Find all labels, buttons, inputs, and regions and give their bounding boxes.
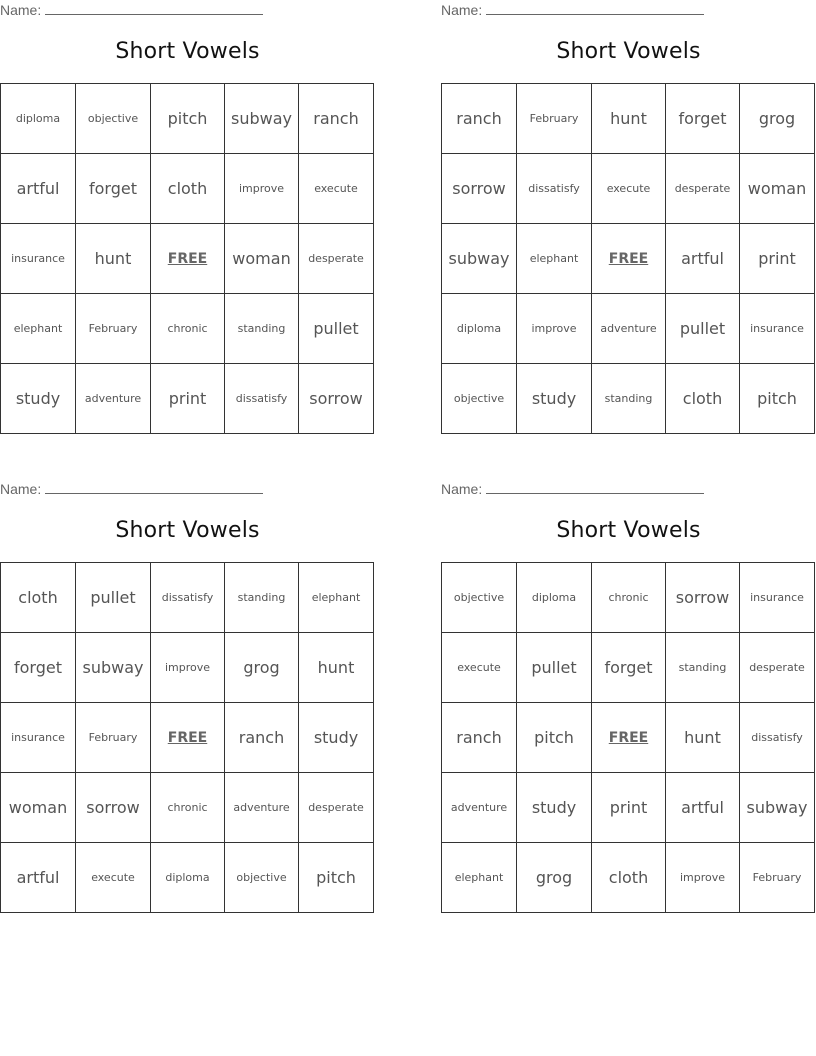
bingo-cell: study [299,703,374,773]
bingo-card-3 [0,479,375,914]
bingo-cell: objective [442,563,517,633]
bingo-cell: pitch [740,364,815,434]
bingo-cell: standing [225,563,299,633]
bingo-cell: dissatisfy [517,154,592,224]
bingo-cell: artful [1,843,76,913]
bingo-cell: execute [592,154,666,224]
bingo-cell: insurance [740,294,815,364]
card-title: Short Vowels [115,518,260,543]
bingo-cell: pullet [517,633,592,703]
bingo-cell: standing [592,364,666,434]
bingo-cell: study [517,364,592,434]
bingo-cell: study [517,773,592,843]
bingo-cell: cloth [1,563,76,633]
name-label: Name: [441,481,483,497]
name-field [0,481,263,497]
free-space-cell: FREE [592,703,666,773]
name-blank-line [486,2,704,15]
bingo-cell: execute [442,633,517,703]
bingo-cell: cloth [592,843,666,913]
bingo-cell: February [76,294,151,364]
bingo-cell: adventure [76,364,151,434]
card-title: Short Vowels [115,39,260,64]
bingo-cell: elephant [1,294,76,364]
bingo-card-2 [441,0,816,435]
name-label: Name: [0,2,42,18]
bingo-cell: forget [1,633,76,703]
bingo-cell: insurance [1,224,76,294]
bingo-cell: diploma [517,563,592,633]
bingo-cell: pitch [151,84,225,154]
bingo-cell: woman [225,224,299,294]
bingo-cell: objective [76,84,151,154]
bingo-cell: improve [517,294,592,364]
bingo-cell: diploma [151,843,225,913]
bingo-cell: ranch [442,703,517,773]
bingo-cell: pullet [666,294,740,364]
bingo-grid [0,83,374,434]
bingo-cell: pitch [517,703,592,773]
bingo-cell: subway [442,224,517,294]
name-field [441,2,704,18]
bingo-cell: improve [225,154,299,224]
bingo-cell: adventure [592,294,666,364]
bingo-cell: sorrow [442,154,517,224]
name-blank-line [486,481,704,494]
bingo-cell: chronic [151,294,225,364]
bingo-cell: grog [225,633,299,703]
bingo-cell: pullet [299,294,374,364]
bingo-cell: hunt [592,84,666,154]
bingo-cell: ranch [225,703,299,773]
bingo-cell: forget [666,84,740,154]
free-space-cell: FREE [592,224,666,294]
card-title: Short Vowels [556,39,701,64]
bingo-cell: adventure [225,773,299,843]
bingo-cell: dissatisfy [740,703,815,773]
bingo-cell: forget [592,633,666,703]
bingo-grid [441,562,815,913]
bingo-cell: cloth [666,364,740,434]
bingo-cell: subway [76,633,151,703]
bingo-cell: improve [666,843,740,913]
bingo-cell: adventure [442,773,517,843]
bingo-cell: diploma [1,84,76,154]
free-space-cell: FREE [151,224,225,294]
bingo-cell: elephant [442,843,517,913]
name-field [0,2,263,18]
bingo-cell: grog [517,843,592,913]
bingo-cell: print [151,364,225,434]
name-blank-line [45,2,263,15]
bingo-cell: hunt [76,224,151,294]
bingo-cell: insurance [740,563,815,633]
bingo-cell: standing [666,633,740,703]
name-field [441,481,704,497]
name-blank-line [45,481,263,494]
bingo-cell: hunt [666,703,740,773]
bingo-cell: February [76,703,151,773]
bingo-cell: diploma [442,294,517,364]
bingo-cell: artful [1,154,76,224]
bingo-cell: objective [442,364,517,434]
bingo-cell: objective [225,843,299,913]
bingo-cell: elephant [517,224,592,294]
free-space-cell: FREE [151,703,225,773]
bingo-cell: grog [740,84,815,154]
bingo-cell: pitch [299,843,374,913]
bingo-cell: sorrow [76,773,151,843]
bingo-cell: dissatisfy [151,563,225,633]
card-title: Short Vowels [556,518,701,543]
bingo-card-1 [0,0,375,435]
bingo-cell: hunt [299,633,374,703]
bingo-cell: execute [299,154,374,224]
name-label: Name: [0,481,42,497]
bingo-cell: ranch [299,84,374,154]
bingo-cell: ranch [442,84,517,154]
bingo-cell: subway [225,84,299,154]
bingo-cell: subway [740,773,815,843]
bingo-cell: February [740,843,815,913]
bingo-cell: improve [151,633,225,703]
bingo-grid [441,83,815,434]
bingo-card-4 [441,479,816,914]
bingo-cell: sorrow [299,364,374,434]
bingo-cell: desperate [299,773,374,843]
bingo-cell: woman [740,154,815,224]
bingo-cell: insurance [1,703,76,773]
name-label: Name: [441,2,483,18]
bingo-cell: elephant [299,563,374,633]
bingo-cell: cloth [151,154,225,224]
bingo-cell: print [740,224,815,294]
bingo-cell: woman [1,773,76,843]
bingo-cell: artful [666,224,740,294]
bingo-cell: sorrow [666,563,740,633]
bingo-cell: artful [666,773,740,843]
bingo-cell: February [517,84,592,154]
bingo-cell: study [1,364,76,434]
bingo-cell: desperate [666,154,740,224]
bingo-cell: forget [76,154,151,224]
bingo-cell: print [592,773,666,843]
bingo-cell: dissatisfy [225,364,299,434]
bingo-cell: execute [76,843,151,913]
bingo-grid [0,562,374,913]
bingo-cell: standing [225,294,299,364]
bingo-cell: desperate [299,224,374,294]
bingo-cell: pullet [76,563,151,633]
bingo-cell: chronic [592,563,666,633]
bingo-cell: desperate [740,633,815,703]
bingo-cell: chronic [151,773,225,843]
